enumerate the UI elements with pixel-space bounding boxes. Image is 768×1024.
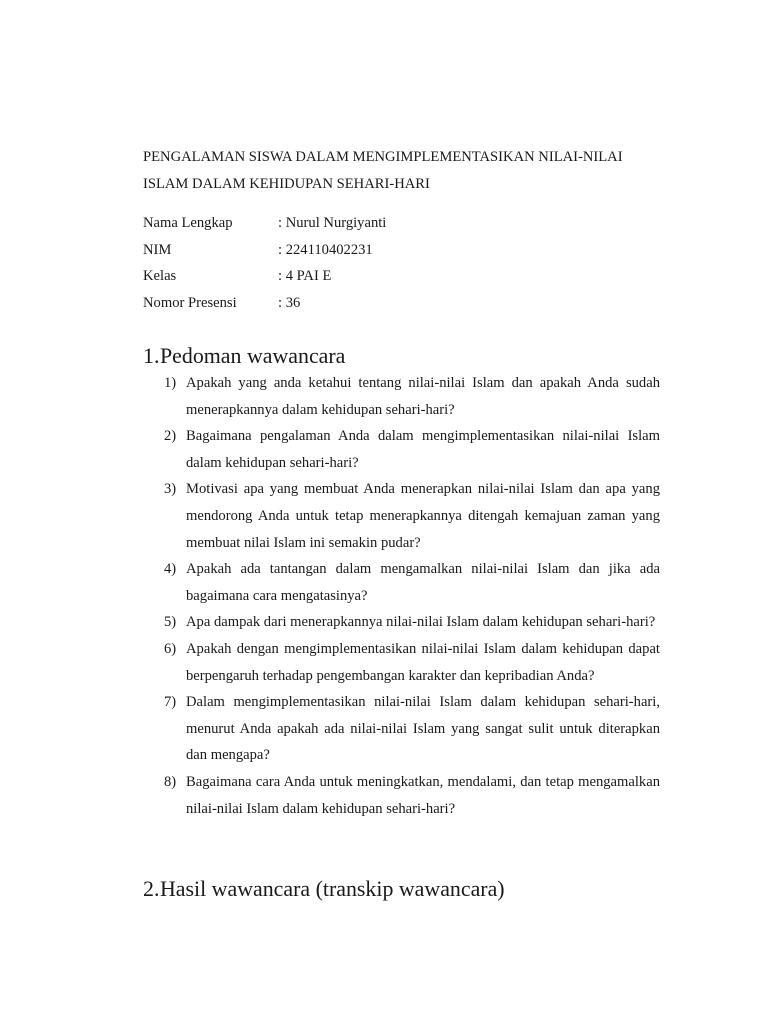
document-title — [143, 144, 683, 197]
identity-label: Nama Lengkap — [143, 215, 233, 231]
section-number: 2. — [143, 876, 160, 901]
question-text: Dalam mengimplementasikan nilai-nilai Islam dalam kehidupan sehari-hari, menurut Anda apakah ada nilai-nilai Islam yang sangat sulit untuk diterapkan dan mengapa? — [186, 694, 660, 764]
question-text: Apakah ada tantangan dalam mengamalkan nilai-nilai Islam dan jika ada bagaimana cara mengatasinya? — [186, 561, 660, 604]
identity-row-class — [143, 263, 663, 290]
question-text: Bagaimana pengalaman Anda dalam mengimplementasikan nilai-nilai Islam dalam kehidupan sehari-hari? — [186, 428, 660, 471]
identity-label: Nomor Presensi — [143, 294, 237, 311]
question-number: 1) — [164, 375, 177, 391]
identity-value: : Nurul Nurgiyanti — [278, 215, 387, 231]
identity-value: : 4 PAI E — [278, 268, 332, 285]
identity-row-name — [143, 210, 663, 237]
question-text: Apakah yang anda ketahui tentang nilai-nilai Islam dan apakah Anda sudah menerapkannya dalam kehidupan sehari-hari? — [186, 375, 660, 418]
question-number: 3) — [164, 481, 177, 498]
question-item — [164, 423, 660, 476]
question-number: 2) — [164, 428, 177, 445]
identity-value: : 224110402231 — [278, 241, 373, 258]
question-number: 6) — [164, 640, 177, 657]
section-interview-results — [143, 876, 663, 903]
identity-value: : 36 — [278, 294, 301, 311]
question-number: 4) — [164, 561, 177, 578]
question-item — [164, 370, 660, 423]
section-number: 1. — [143, 343, 160, 368]
section-heading: Pedoman wawancara — [160, 343, 346, 368]
question-item — [164, 689, 660, 769]
question-item — [164, 769, 660, 822]
question-item — [164, 636, 660, 689]
title-line-1: PENGALAMAN SISWA DALAM MENGIMPLEMENTASIKAN NILAI-NILAI — [143, 149, 623, 165]
question-item — [164, 476, 660, 556]
question-number: 7) — [164, 694, 177, 711]
title-line-2: ISLAM DALAM KEHIDUPAN SEHARI-HARI — [143, 175, 430, 192]
identity-row-nim — [143, 237, 663, 264]
section-heading: Hasil wawancara (transkip wawancara) — [160, 876, 505, 901]
identity-row-attendance — [143, 290, 663, 317]
question-item — [164, 609, 660, 636]
question-number: 8) — [164, 773, 177, 790]
identity-label: NIM — [143, 241, 172, 258]
question-text: Apakah dengan mengimplementasikan nilai-nilai Islam dalam kehidupan dapat berpengaruh terhadap pengembangan karakter dan kepribadian Anda? — [186, 640, 660, 684]
question-text: Bagaimana cara Anda untuk meningkatkan, mendalami, dan tetap mengamalkan nilai-nilai Islam dalam kehidupan sehari-hari? — [186, 773, 660, 817]
question-text: Apa dampak dari menerapkannya nilai-nilai Islam dalam kehidupan sehari-hari? — [186, 614, 656, 631]
identity-label: Kelas — [143, 268, 177, 285]
section-interview-guide — [143, 343, 663, 370]
question-text: Motivasi apa yang membuat Anda menerapkan nilai-nilai Islam dan apa yang mendorong Anda untuk tetap menerapkannya ditengah kemajuan zaman yang membuat nilai Islam ini semakin pudar? — [186, 481, 660, 551]
question-item — [164, 556, 660, 609]
question-number: 5) — [164, 614, 177, 631]
student-identity — [143, 210, 663, 316]
question-list — [164, 370, 660, 822]
